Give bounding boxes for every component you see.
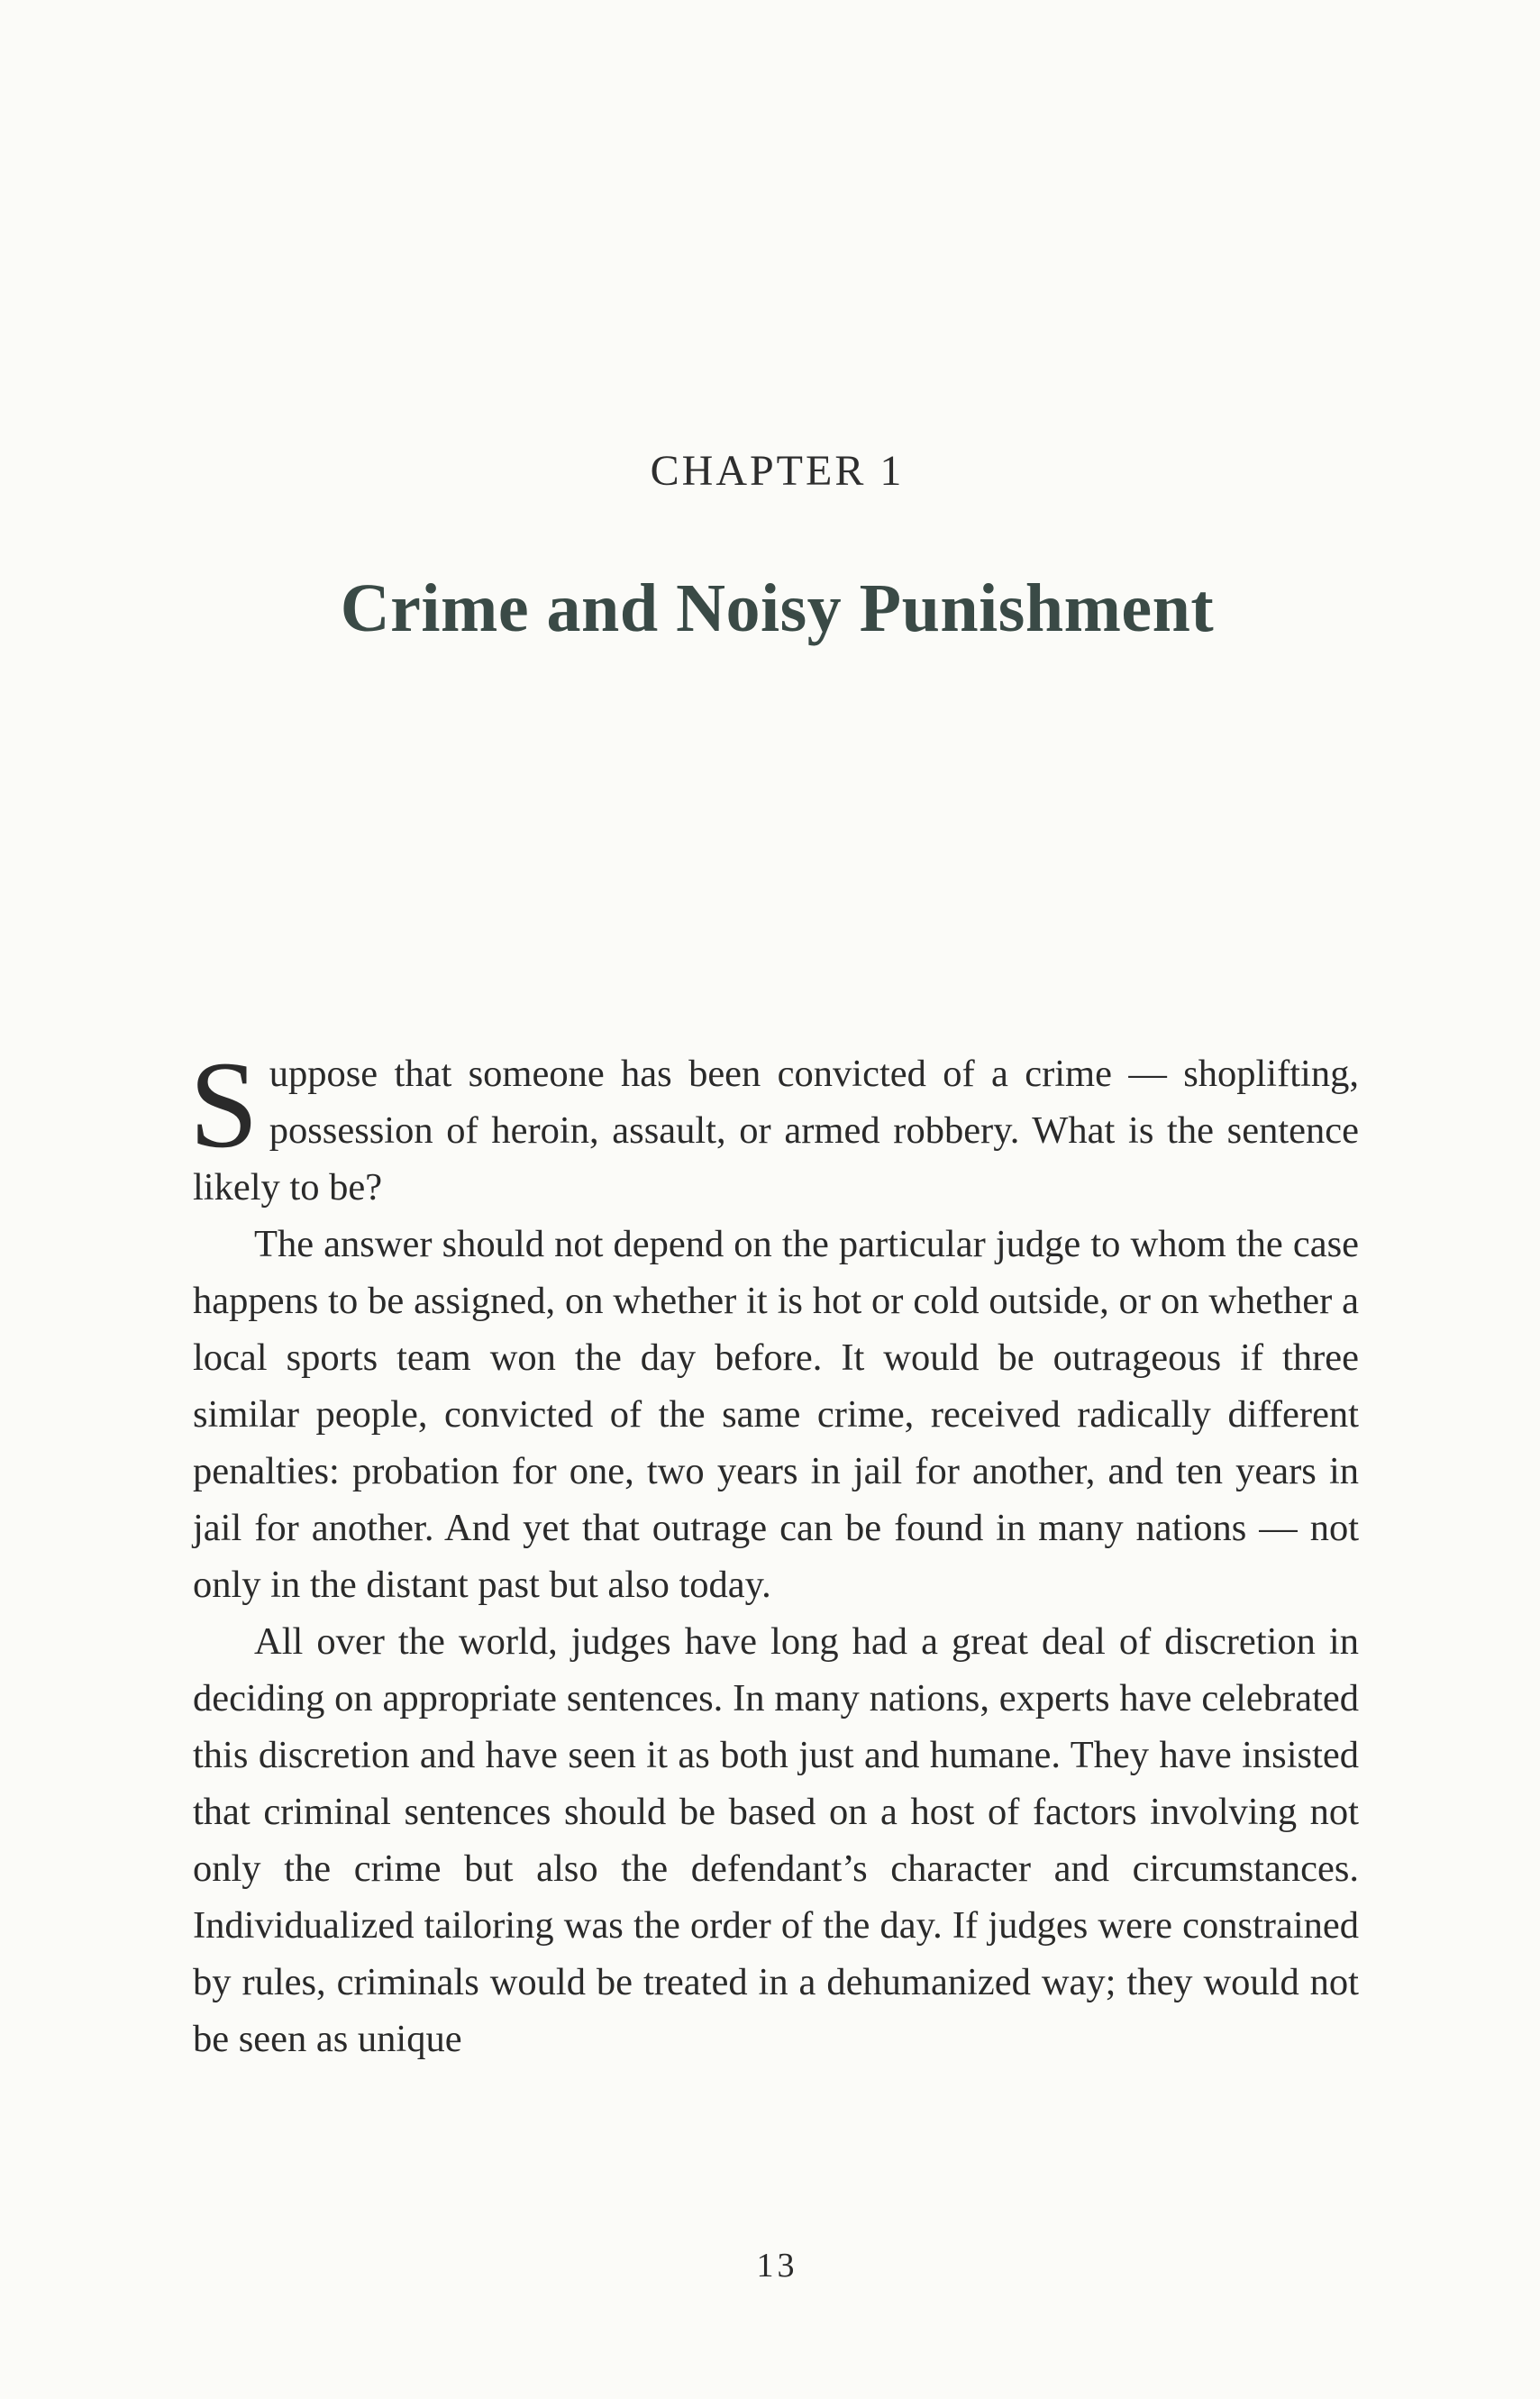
chapter-body [189, 1035, 1359, 2067]
chapter-label: CHAPTER 1 [650, 447, 905, 495]
page-number: 13 [756, 2247, 798, 2285]
paragraph-1 [189, 1035, 1359, 1216]
drop-cap: S [189, 1035, 259, 1173]
paragraph-1-text: uppose that someone has been convicted of a crime — shoplifting, possession of heroin, assault, or armed robbery. What is the sentence likely to be? [193, 1053, 1359, 1209]
paragraph-2: The answer should not depend on the particular judge to whom the case happens to be assigned, on whether it is hot or cold outside, or on whether a local sports team won the day before. It would be outrageous if three similar people, convicted of the same crime, received radically different penalties: probation for one, two years in jail for another, and ten years in jail for another. And yet that outrage can be found in many nations — not only in the distant past but also today. [193, 1223, 1359, 1606]
chapter-title: Crime and Noisy Punishment [340, 570, 1215, 646]
paragraph-3: All over the world, judges have long had a great deal of discretion in deciding on appropriate sentences. In many nations, experts have celebrated this discretion and have seen it as both just and humane. They have insisted that criminal sentences should be based on a host of factors involving not only the crime but also the defendant’s character and circumstances. Individualized tailoring was the order of the day. If judges were constrained by rules, criminals would be treated in a dehumanized way; they would not be seen as unique [193, 1620, 1359, 2060]
